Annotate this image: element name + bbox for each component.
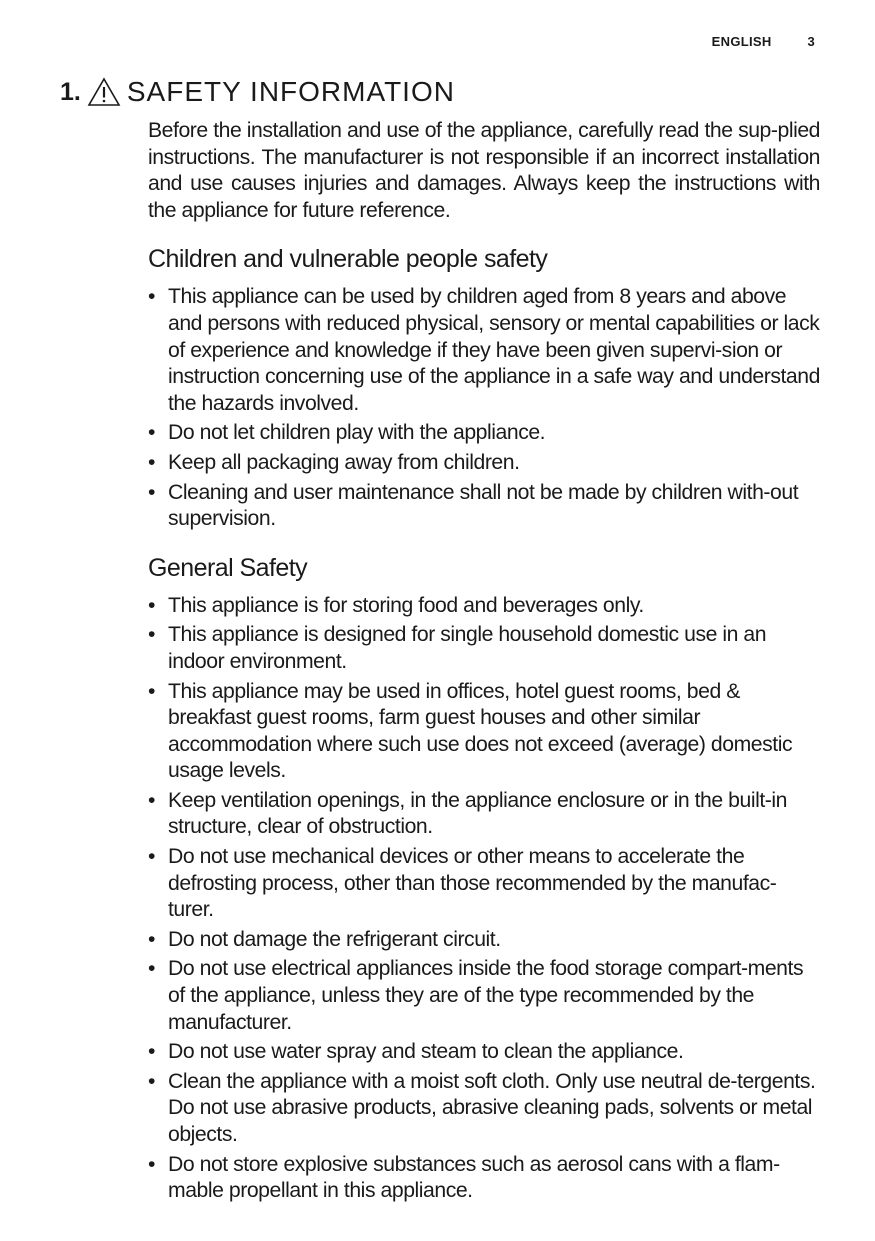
page-content (148, 118, 820, 1208)
list-item: • This appliance is for storing food and beverages only. (148, 593, 820, 620)
warning-triangle-icon (87, 77, 121, 107)
list-item: • Do not let children play with the appliance. (148, 420, 820, 447)
list-item: • Do not store explosive substances such as aerosol cans with a flam-mable propellant in this appliance. (148, 1152, 820, 1205)
list-item: • Keep ventilation openings, in the appliance enclosure or in the built-in structure, clear of obstruction. (148, 788, 820, 841)
section-title-text: SAFETY INFORMATION (126, 76, 455, 107)
page-header (712, 34, 815, 49)
list-item: • This appliance is designed for single household domestic use in an indoor environment. (148, 622, 820, 675)
list-item: • Clean the appliance with a moist soft cloth. Only use neutral de-tergents. Do not use abrasive products, abrasive cleaning pads, solvents or metal objects. (148, 1069, 820, 1149)
intro-paragraph: Before the installation and use of the appliance, carefully read the sup-plied instructions. The manufacturer is not responsible if an incorrect installation and use causes injuries and damages. Always keep the instructions with the appliance for future reference. (148, 119, 820, 222)
list-item: • This appliance may be used in offices, hotel guest rooms, bed & breakfast guest rooms, farm guest houses and other similar accommodation where such use does not exceed (average) domestic usage levels. (148, 679, 820, 785)
subheading-general-safety: General Safety (148, 553, 308, 582)
subheading-children-safety: Children and vulnerable people safety (148, 245, 548, 274)
list-item: • Do not use water spray and steam to clean the appliance. (148, 1039, 820, 1066)
page-number: 3 (807, 34, 815, 49)
list-item: • Do not use electrical appliances inside the food storage compart-ments of the appliance, unless they are of the type recommended by the manufacturer. (148, 956, 820, 1036)
list-item: • Do not damage the refrigerant circuit. (148, 927, 820, 954)
children-safety-list (148, 284, 820, 532)
list-item: • This appliance can be used by children aged from 8 years and above and persons with reduced physical, sensory or mental capabilities or lack of experience and knowledge if they have been given supervi-sion or instruction concerning use of the appliance in a safe way and understand the hazards involved. (148, 284, 820, 417)
list-item: • Cleaning and user maintenance shall not be made by children with-out supervision. (148, 480, 820, 533)
list-item: • Keep all packaging away from children. (148, 450, 820, 477)
section-number: 1. (60, 77, 81, 106)
list-item: • Do not use mechanical devices or other means to accelerate the defrosting process, other than those recommended by the manufac-turer. (148, 844, 820, 924)
general-safety-list (148, 593, 820, 1205)
section-title (60, 72, 455, 112)
header-language: ENGLISH (711, 34, 772, 49)
